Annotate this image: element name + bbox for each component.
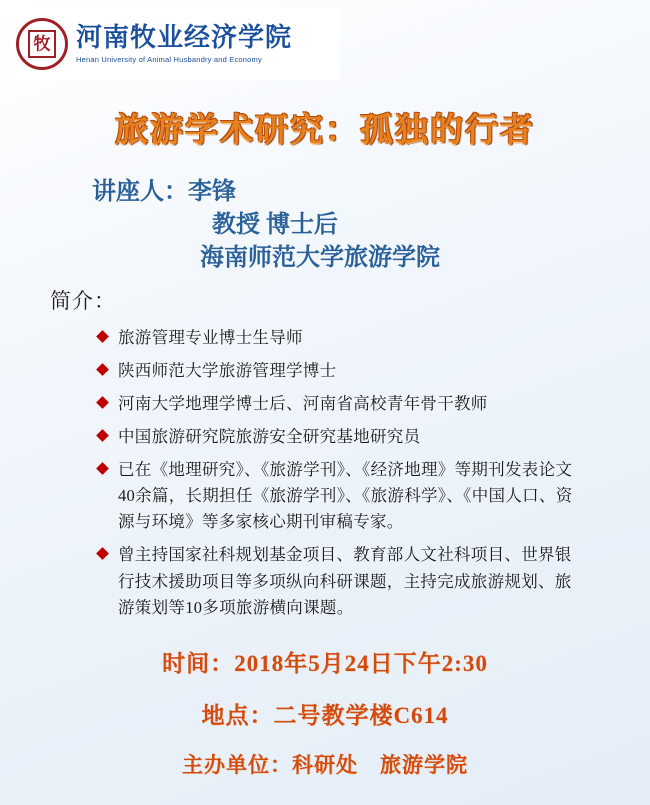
list-item xyxy=(98,391,598,417)
diamond-bullet-icon xyxy=(96,396,109,409)
speaker-line-1: 讲座人：李锋 xyxy=(92,179,236,205)
list-item-text: 河南大学地理学博士后、河南省高校青年骨干教师 xyxy=(118,394,488,414)
list-item-text: 陕西师范大学旅游管理学博士 xyxy=(118,361,337,381)
diamond-bullet-icon xyxy=(96,429,109,442)
diamond-bullet-icon xyxy=(96,330,109,343)
university-name-cn: 河南牧业经济学院 xyxy=(76,23,293,53)
poster-title: 旅游学术研究：孤独的行者 xyxy=(115,113,535,149)
diamond-bullet-icon xyxy=(96,548,109,561)
university-logo xyxy=(10,8,340,80)
list-item xyxy=(98,358,598,384)
seal-character: 牧 xyxy=(33,34,51,54)
intro-label: 简介： xyxy=(50,289,116,313)
event-time: 时间：2018年5月24日下午2:30 xyxy=(162,651,488,676)
list-item-text: 中国旅游研究院旅游安全研究基地研究员 xyxy=(118,427,421,447)
bio-bullet-list xyxy=(98,325,598,628)
list-item xyxy=(98,542,598,620)
logo-text-block xyxy=(76,24,292,63)
diamond-bullet-icon xyxy=(96,462,109,475)
list-item xyxy=(98,325,598,351)
speaker-line-2: 教授 博士后 xyxy=(212,212,338,239)
event-details xyxy=(0,645,650,798)
event-location: 地点：二号教学楼C614 xyxy=(201,703,449,728)
speaker-block xyxy=(92,176,612,275)
list-item xyxy=(98,457,598,535)
list-item-text: 曾主持国家社科规划基金项目、教育部人文社科项目、世界银行技术援助项目等多项纵向科研课题，主持完成旅游规划、旅游策划等10多项旅游横向课题。 xyxy=(118,545,572,617)
list-item-text: 旅游管理专业博士生导师 xyxy=(118,328,303,347)
event-organizer: 主办单位：科研处 旅游学院 xyxy=(182,753,468,777)
list-item xyxy=(98,424,598,450)
speaker-line-3: 海南师范大学旅游学院 xyxy=(200,245,440,272)
university-name-en: Henan University of Animal Husbandry and Economy xyxy=(76,54,262,64)
list-item-text: 已在《地理研究》、《旅游学刊》、《经济地理》等期刊发表论文40余篇，长期担任《旅游学刊》、《旅游科学》、《中国人口、资源与环境》等多家核心期刊审稿专家。 xyxy=(118,460,573,532)
seal-icon xyxy=(16,18,68,70)
diamond-bullet-icon xyxy=(96,363,109,376)
